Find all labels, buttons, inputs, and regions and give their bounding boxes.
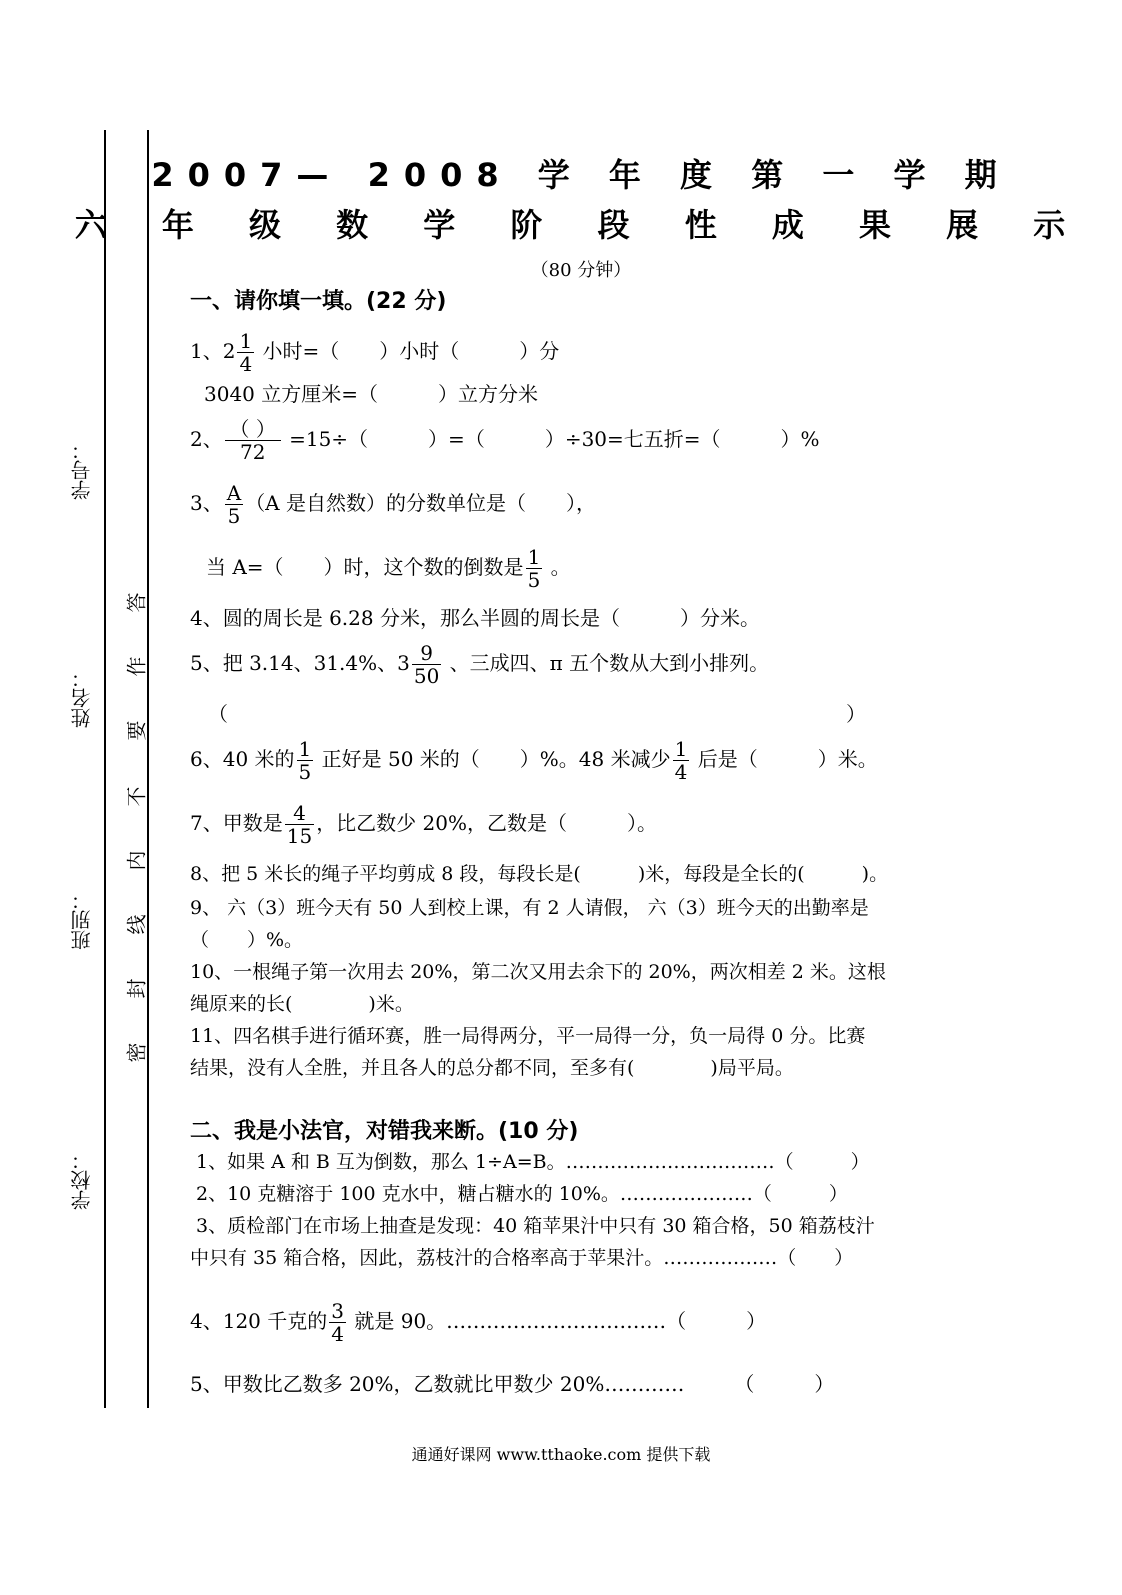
judge-4-pre: 4、120 千克的 (190, 1309, 328, 1333)
fraction (329, 1300, 346, 1345)
judge-4-post: 就是 90。……………………………（ ） (348, 1309, 767, 1333)
student-id-label (72, 440, 96, 510)
binding-line-inner (147, 130, 149, 1408)
question-1b: 3040 立方厘米=（ ）立方分米 (204, 382, 539, 406)
question-7-post: ，比乙数少 20%，乙数是（ ）。 (316, 811, 657, 835)
judge-1: 1、如果 A 和 B 互为倒数，那么 1÷A=B。……………………………（ ） (196, 1151, 870, 1173)
class-label-text: 班别： (70, 890, 94, 950)
seal-char-8: 密 (124, 1042, 149, 1063)
section1-title: 一、请你填一填。(22 分) (190, 289, 447, 314)
question-3b-post: 。 (544, 555, 571, 579)
question-6 (190, 738, 878, 783)
fraction-numerator: （ ） (225, 418, 281, 441)
fraction (673, 738, 690, 783)
exam-title: 2007— 2008 学 年 度 第 一 学 期 (151, 156, 1011, 194)
fraction-denominator: 50 (413, 664, 440, 688)
fraction (225, 482, 243, 527)
question-11a: 11、四名棋手进行循环赛，胜一局得两分，平一局得一分，负一局得 0 分。比赛 (190, 1025, 866, 1047)
student-id-label-text: 学号： (70, 440, 94, 500)
fraction-numerator: 3 (331, 1299, 344, 1323)
fraction-numerator: 1 (298, 737, 312, 761)
question-2 (190, 418, 820, 463)
question-6-pre: 6、40 米的 (190, 747, 295, 771)
fraction-denominator: 5 (227, 504, 241, 528)
question-7-pre: 7、甲数是 (190, 811, 283, 835)
exam-subtitle: 六 年 级 数 学 阶 段 性 成 果 展 示 (74, 206, 1088, 244)
seal-char-4: 不 (124, 786, 149, 807)
question-5-pre: 5、把 3.14、31.4%、3 (190, 651, 410, 675)
question-5 (190, 642, 769, 687)
question-10a: 10、一根绳子第一次用去 20%，第二次又用去余下的 20%，两次相差 2 米。这根 (190, 961, 886, 983)
question-2-pre: 2、 (190, 427, 223, 451)
question-1a (190, 330, 559, 375)
seal-char-6: 线 (124, 914, 149, 935)
student-name-label (72, 668, 96, 738)
judge-4 (190, 1300, 766, 1345)
fraction (237, 330, 254, 375)
fraction-denominator: 5 (527, 568, 541, 592)
fraction-numerator: 1 (239, 329, 253, 353)
question-10b: 绳原来的长( )米。 (190, 993, 414, 1015)
question-1a-post: 小时=（ ）小时（ ）分 (256, 339, 560, 363)
question-9b: （ ）%。 (190, 929, 304, 951)
fraction-numerator: A (226, 481, 242, 505)
class-label (72, 890, 96, 960)
fraction-denominator: 4 (331, 1322, 344, 1346)
fraction-denominator: 4 (674, 760, 688, 784)
footer-credit: 通通好课网 www.tthaoke.com 提供下载 (411, 1445, 711, 1464)
question-3 (190, 482, 596, 527)
school-label-text: 学校： (70, 1150, 94, 1210)
fraction-numerator: 9 (412, 642, 441, 665)
fraction (526, 546, 543, 591)
binding-line-outer (104, 130, 106, 1408)
question-4: 4、圆的周长是 6.28 分米，那么半圆的周长是（ ）分米。 (190, 606, 760, 630)
question-6-post: 后是（ ）米。 (691, 747, 878, 771)
fraction-denominator: 4 (239, 352, 253, 376)
judge-3a: 3、质检部门在市场上抽查是发现：40 箱苹果汁中只有 30 箱合格，50 箱荔枝汁 (196, 1215, 875, 1237)
fraction-denominator: 5 (298, 760, 312, 784)
judge-5: 5、甲数比乙数多 20%，乙数就比甲数少 20%………… （ ） (190, 1372, 835, 1396)
question-3b-pre: 当 A=（ ）时，这个数的倒数是 (206, 555, 524, 579)
question-8: 8、把 5 米长的绳子平均剪成 8 段，每段长是( )米，每段是全长的( )。 (190, 863, 889, 885)
question-11b: 结果，没有人全胜，并且各人的总分都不同，至多有( )局平局。 (190, 1057, 794, 1079)
question-5-answer-open: （ (208, 702, 228, 726)
section2-title: 二、我是小法官，对错我来断。(10 分) (190, 1119, 579, 1144)
fraction-numerator: 1 (527, 545, 541, 569)
seal-char-5: 内 (124, 850, 149, 871)
question-5-answer-close: ） (846, 702, 866, 726)
question-6-mid: 正好是 50 米的（ ）%。48 米减少 (315, 747, 671, 771)
question-9a: 9、 六（3）班今天有 50 人到校上课，有 2 人请假， 六（3）班今天的出勤率是 (190, 897, 869, 919)
question-5-post: 、三成四、π 五个数从大到小排列。 (443, 651, 770, 675)
question-3-pre: 3、 (190, 491, 223, 515)
seal-char-2: 作 (124, 656, 149, 677)
question-3b (206, 546, 571, 591)
fraction-numerator: 4 (285, 802, 314, 825)
question-7 (190, 802, 657, 847)
question-1a-pre: 1、2 (190, 339, 236, 363)
judge-3b: 中只有 35 箱合格，因此，荔枝汁的合格率高于苹果汁。………………（ ） (190, 1247, 854, 1269)
question-2-post: =15÷（ ）=（ ）÷30=七五折=（ ）% (282, 427, 820, 451)
fraction (412, 642, 441, 687)
fraction (297, 738, 314, 783)
student-name-label-text: 姓名： (70, 668, 94, 728)
seal-char-7: 封 (124, 978, 149, 999)
fraction-numerator: 1 (674, 737, 688, 761)
seal-char-1: 答 (124, 592, 149, 613)
fraction (285, 802, 314, 847)
school-label (72, 1150, 96, 1220)
exam-duration: （80 分钟） (530, 260, 632, 281)
question-3-post: （A 是自然数）的分数单位是（ ）， (245, 491, 596, 515)
fraction-denominator: 72 (240, 440, 266, 464)
fraction-denominator: 15 (286, 824, 313, 848)
judge-2: 2、10 克糖溶于 100 克水中，糖占糖水的 10%。…………………（ ） (196, 1183, 848, 1205)
seal-char-3: 要 (124, 720, 149, 741)
fraction (225, 418, 281, 463)
